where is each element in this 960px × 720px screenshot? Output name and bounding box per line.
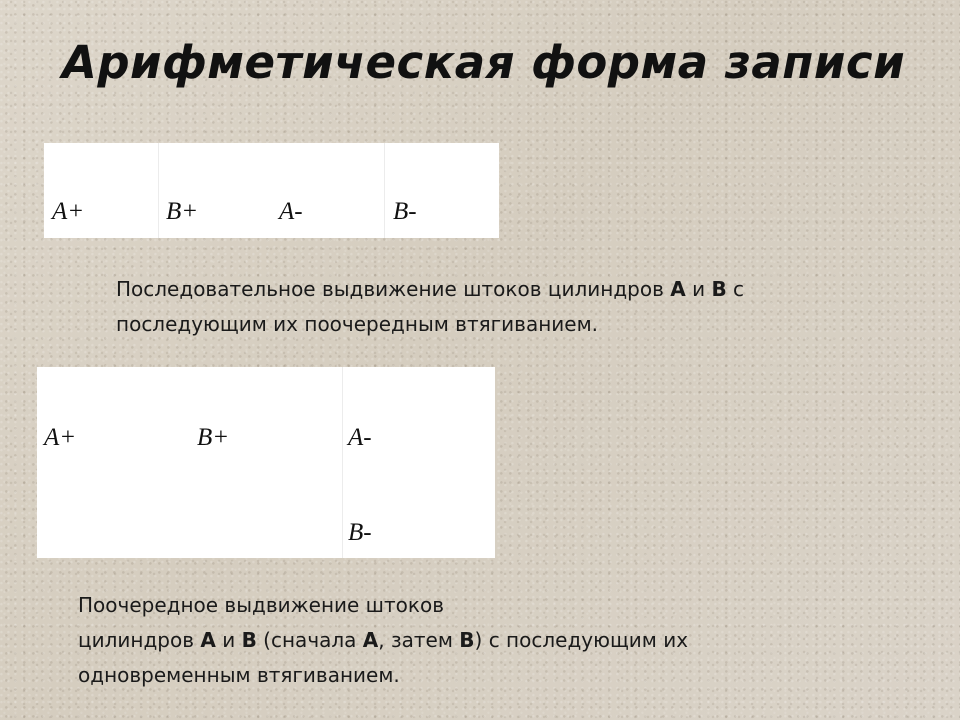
step-a-extend: A+ — [52, 198, 85, 225]
column-divider — [342, 367, 343, 558]
step-a-retract: A- — [279, 198, 303, 225]
text-fragment: с — [726, 277, 745, 301]
step-b-retract: B- — [393, 198, 417, 225]
description-alternating — [78, 588, 938, 693]
step-b-extend: B+ — [166, 198, 199, 225]
cylinder-b-label: В — [241, 628, 257, 652]
cylinder-b-label: В — [711, 277, 727, 301]
text-fragment: Последовательное выдвижение штоков цилиндров — [116, 277, 671, 301]
text-fragment: цилиндров — [78, 628, 201, 652]
cylinder-a-label: А — [200, 628, 216, 652]
text-fragment: и — [685, 277, 712, 301]
text-fragment: последующим их поочередным втягиванием. — [116, 312, 599, 336]
cylinder-a-label: А — [670, 277, 686, 301]
step-a-extend: A+ — [44, 424, 77, 451]
column-divider — [384, 143, 385, 238]
sequence-diagram-2 — [37, 367, 495, 558]
step-b-extend: B+ — [197, 424, 230, 451]
text-fragment: Поочередное выдвижение штоков — [78, 593, 444, 617]
cylinder-b-label: В — [459, 628, 475, 652]
text-fragment: , затем — [378, 628, 460, 652]
cylinder-a-label: А — [362, 628, 379, 652]
step-a-retract: A- — [348, 424, 372, 451]
text-fragment: и — [215, 628, 242, 652]
text-fragment: одновременным втягиванием. — [78, 663, 400, 687]
text-fragment: ) с последующим их — [474, 628, 689, 652]
column-divider — [158, 143, 159, 238]
step-b-retract: B- — [348, 519, 372, 546]
slide-title: Арифметическая форма записи — [62, 36, 906, 89]
text-fragment: (сначала — [256, 628, 363, 652]
description-sequential — [116, 272, 936, 342]
sequence-diagram-1 — [44, 143, 499, 238]
